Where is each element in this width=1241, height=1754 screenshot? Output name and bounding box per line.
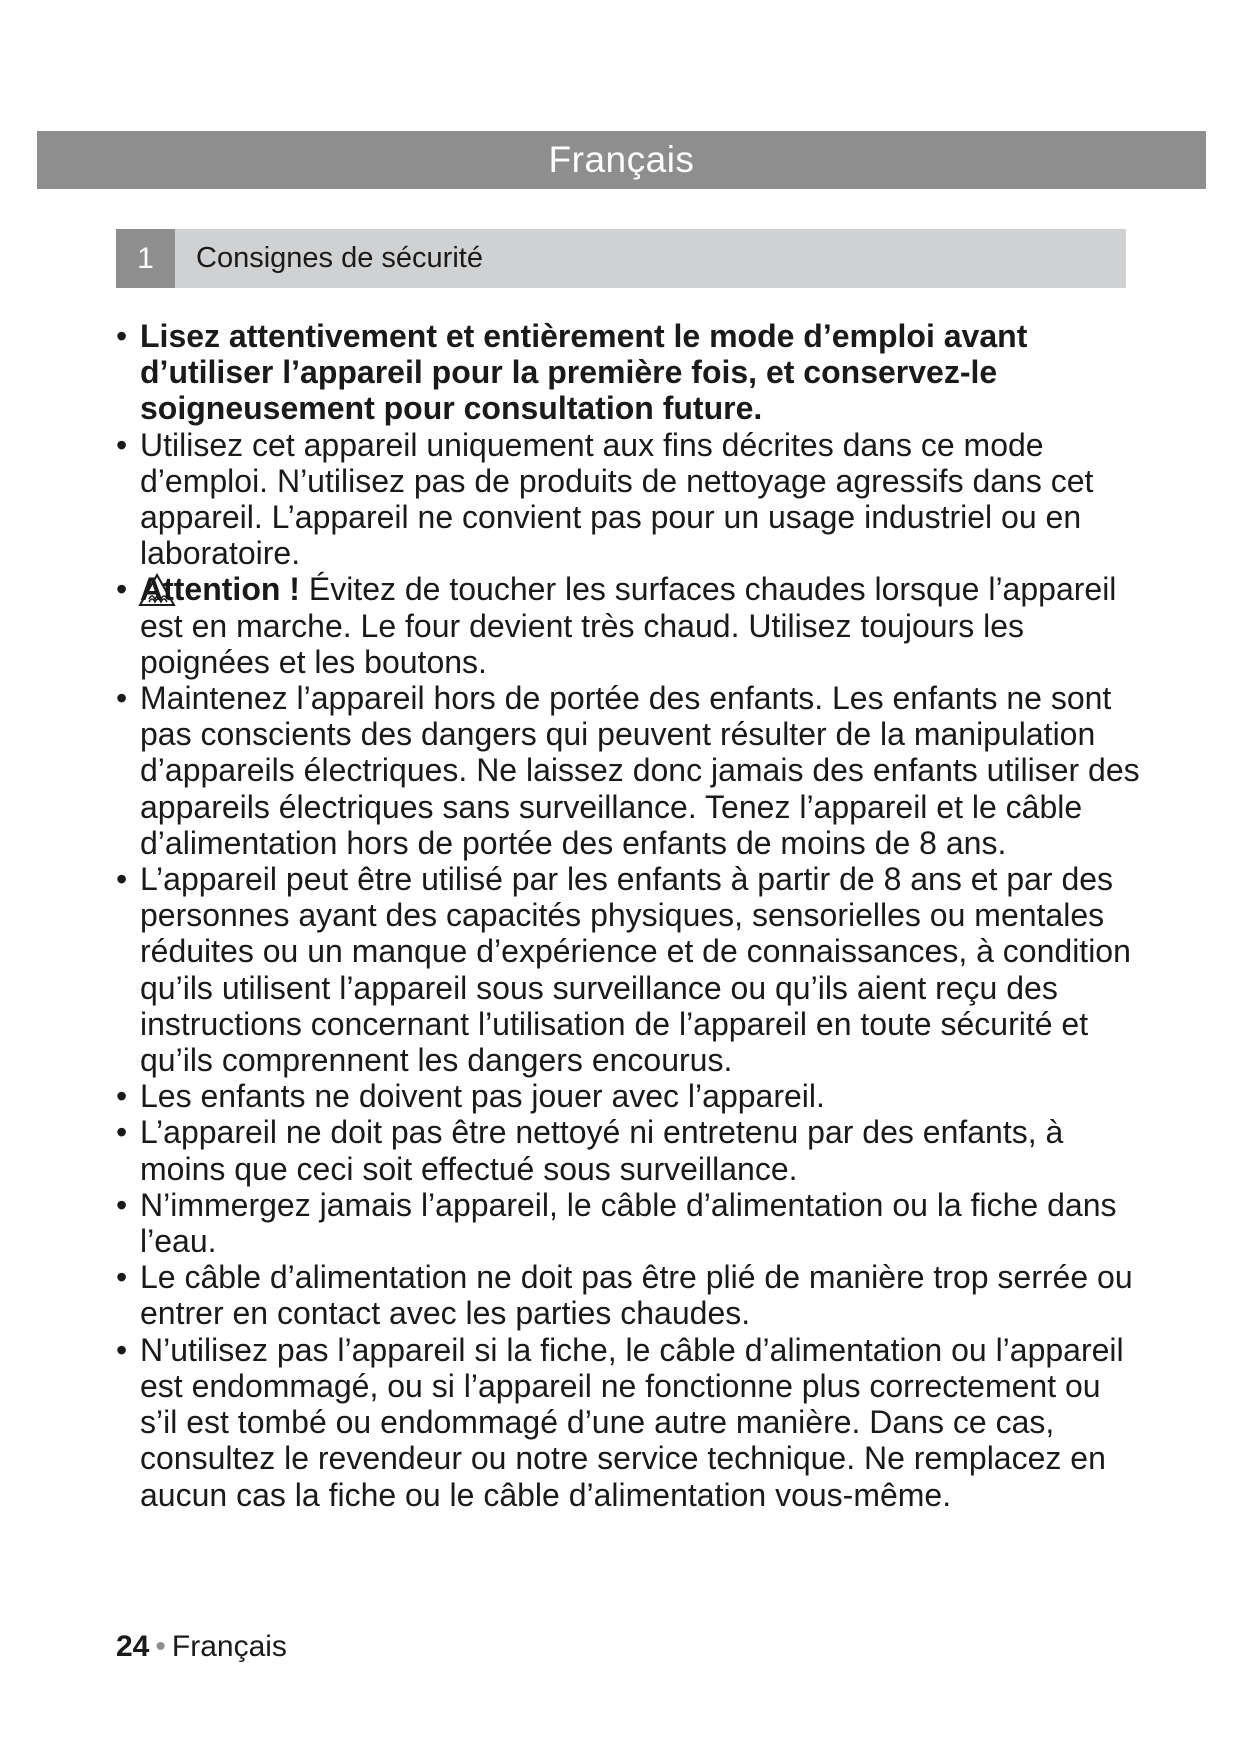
list-item: • Le câble d’alimentation ne doit pas être plié de manière trop serrée ou entrer en contact avec les parties chaudes. <box>116 1259 1146 1331</box>
page-footer <box>116 1630 287 1664</box>
warning-label <box>140 571 300 607</box>
section-header <box>116 229 1126 288</box>
list-item-warning <box>116 571 1146 680</box>
warning-text: Évitez de toucher les surfaces chaudes lorsque l’appareil est en marche. Le four devient très chaud. Utilisez toujours les poignées et les boutons. <box>140 571 1117 680</box>
list-item: • Lisez attentivement et entièrement le mode d’emploi avant d’utiliser l’appareil pour la première fois, et conservez-le soigneusement pour consultation future. <box>116 318 1146 427</box>
list-item: • L’appareil peut être utilisé par les enfants à partir de 8 ans et par des personnes ayant des capacités physiques, sensorielles ou mentales réduites ou un manque d’expérience et de connaissances, à condition qu’ils utilisent l’appareil sous surveillance ou qu’ils aient reçu des instructions concernant l’utilisation de l’appareil en toute sécurité et qu’ils comprennent les dangers encourus. <box>116 861 1146 1078</box>
section-title: Consignes de sécurité <box>196 242 483 274</box>
list-item: • N’utilisez pas l’appareil si la fiche, le câble d’alimentation ou l’appareil est endommagé, ou si l’appareil ne fonctionne plus correctement ou s’il est tombé ou endommagé d’une autre manière. Dans ce cas, consultez le revendeur ou notre service technique. Ne remplacez en aucun cas la fiche ou le câble d’alimentation vous-même. <box>116 1332 1146 1513</box>
list-item: • L’appareil ne doit pas être nettoyé ni entretenu par des enfants, à moins que ceci soit effectué sous surveillance. <box>116 1114 1146 1186</box>
list-item: • Les enfants ne doivent pas jouer avec l’appareil. <box>116 1078 1146 1114</box>
footer-language: Français <box>171 1630 287 1663</box>
language-banner <box>37 131 1206 189</box>
safety-instructions-list <box>116 318 1146 1513</box>
list-item: • N’immergez jamais l’appareil, le câble d’alimentation ou la fiche dans l’eau. <box>116 1187 1146 1259</box>
list-item: • Utilisez cet appareil uniquement aux fins décrites dans ce mode d’emploi. N’utilisez pas de produits de nettoyage agressifs dans cet appareil. L’appareil ne convient pas pour un usage industriel ou en laboratoire. <box>116 427 1146 572</box>
footer-separator: • <box>155 1630 166 1663</box>
list-item: • Maintenez l’appareil hors de portée des enfants. Les enfants ne sont pas conscients des dangers qui peuvent résulter de la manipulation d’appareils électriques. Ne laissez donc jamais des enfants utiliser des appareils électriques sans surveillance. Tenez l’appareil et le câble d’alimentation hors de portée des enfants de moins de 8 ans. <box>116 680 1146 861</box>
warning-triangle-icon <box>138 573 176 607</box>
section-number: 1 <box>116 229 175 288</box>
page-number: 24 <box>116 1630 150 1663</box>
language-banner-label: Français <box>548 139 695 180</box>
warning-label-text: Attention ! <box>140 571 300 608</box>
